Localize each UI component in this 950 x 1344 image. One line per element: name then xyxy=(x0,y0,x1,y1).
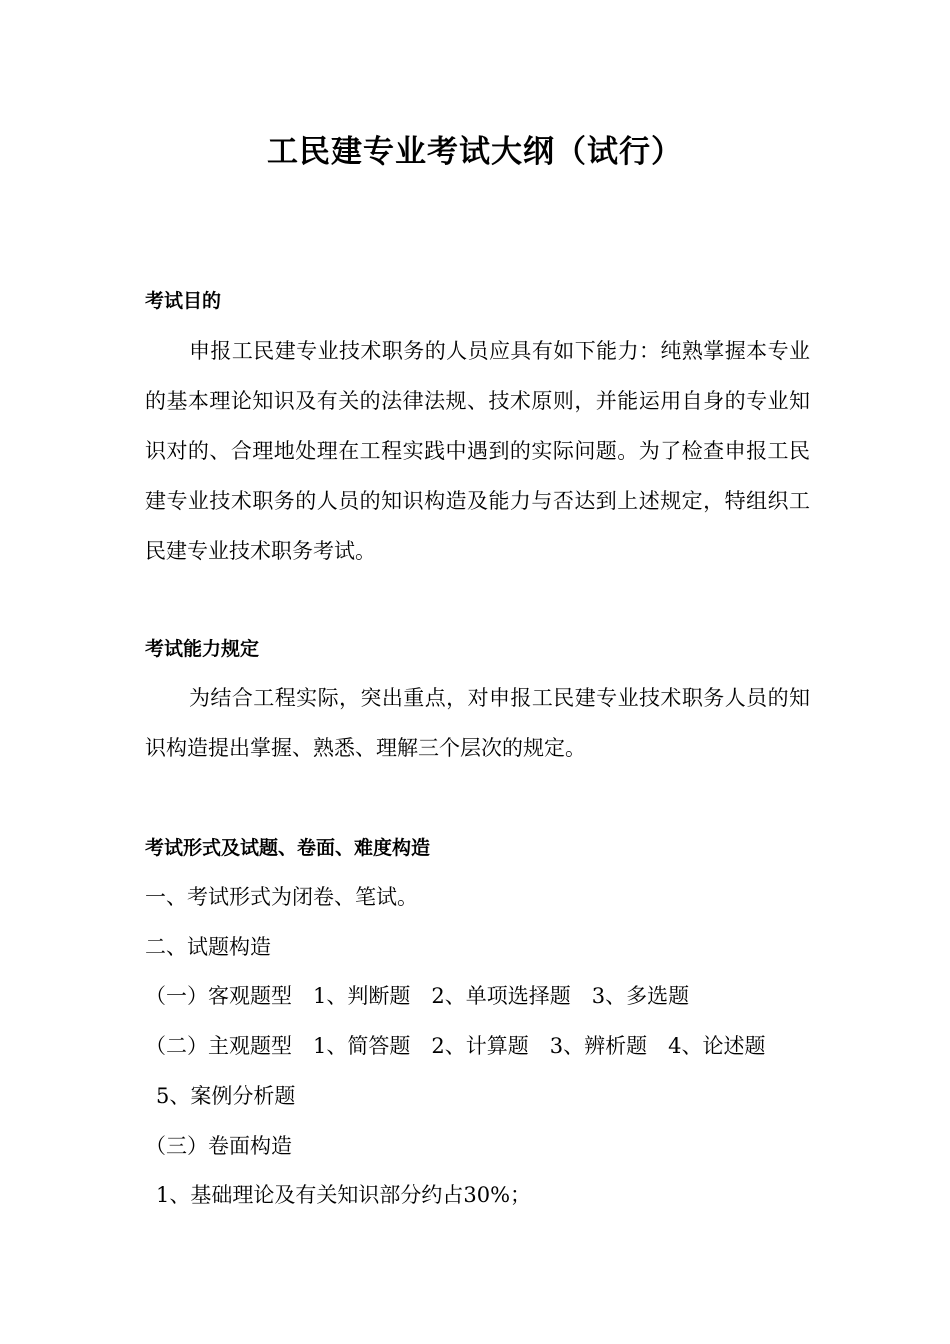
section-heading-format: 考试形式及试题、卷面、难度构造 xyxy=(145,837,431,859)
list-item: （一）客观题型 1、判断题 2、单项选择题 3、多选题 xyxy=(145,984,690,1008)
list-item: 二、试题构造 xyxy=(145,935,271,959)
list-item: 1、基础理论及有关知识部分约占30%； xyxy=(156,1183,532,1207)
section-paragraph-purpose: 申报工民建专业技术职务的人员应具有如下能力：纯熟掌握本专业的基本理论知识及有关的法律法规、技术原则，并能运用自身的专业知识对的、合理地处理在工程实践中遇到的实际问题。为了检查申报工民建专业技术职务的人员的知识构造及能力与否达到上述规定，特组织工民建专业技术职务考试。 xyxy=(145,339,810,563)
section-heading-ability: 考试能力规定 xyxy=(145,638,260,660)
list-item: 5、案例分析题 xyxy=(156,1084,296,1108)
document-title: 工民建专业考试大纲（试行） xyxy=(267,134,683,170)
section-heading-purpose: 考试目的 xyxy=(145,290,222,312)
section-paragraph-ability: 为结合工程实际，突出重点，对申报工民建专业技术职务人员的知识构造提出掌握、熟悉、理解三个层次的规定。 xyxy=(145,686,810,760)
list-item: 一、考试形式为闭卷、笔试。 xyxy=(145,885,418,909)
list-item: （二）主观题型 1、简答题 2、计算题 3、辨析题 4、论述题 xyxy=(145,1034,766,1058)
list-item: （三）卷面构造 xyxy=(145,1134,292,1158)
